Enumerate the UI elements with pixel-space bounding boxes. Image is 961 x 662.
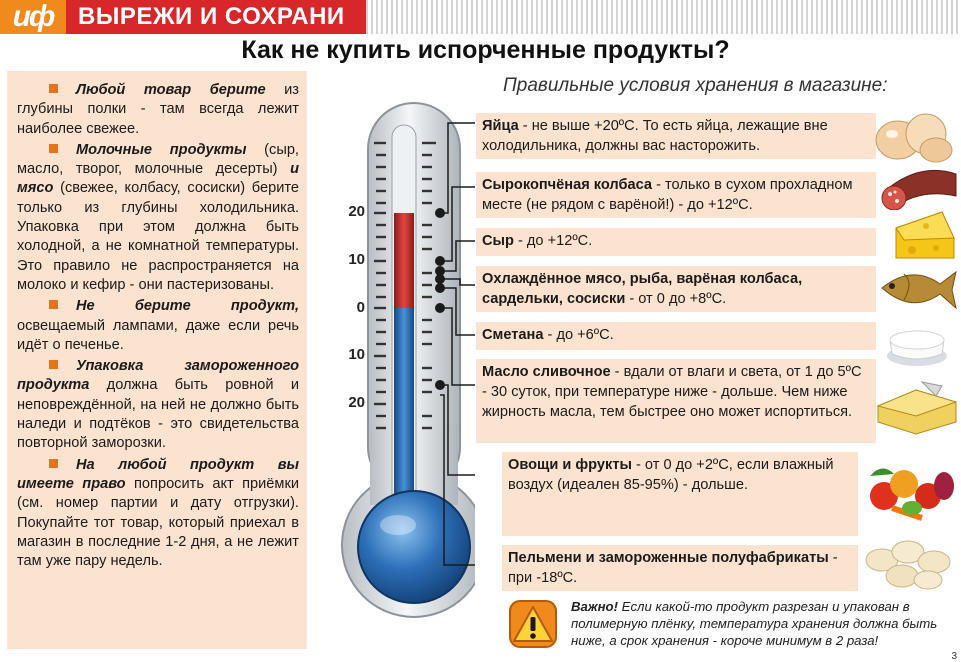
page-number: 3 — [951, 651, 957, 662]
logo — [0, 0, 66, 34]
tip-1-bold: Любой товар берите — [76, 82, 266, 98]
mercury-blue — [394, 308, 414, 518]
meat-title: Охлаждённое мясо, рыба, варёная колбаса, сардельки, сосиски — [482, 271, 803, 307]
header-stripes — [366, 0, 961, 34]
vegetables-title: Овощи и фрукты — [508, 457, 632, 473]
sausage-title: Сырокопчёная колбаса — [482, 177, 653, 193]
subtitle: Правильные условия хранения в магазине: — [503, 75, 888, 96]
page-title: Как не купить испорченные продукты? — [241, 36, 730, 64]
tip-3-bold: Не берите продукт, — [76, 298, 299, 315]
bullet-icon — [49, 144, 58, 153]
scale-label-plus20: 20 — [348, 203, 365, 220]
box-butter — [476, 359, 876, 443]
tip-2 — [17, 141, 299, 295]
cheese-title: Сыр — [482, 233, 514, 249]
box-meat — [476, 266, 876, 312]
scale-label-minus20: 20 — [348, 394, 365, 411]
bullet-icon — [49, 360, 58, 369]
meat-text: - от 0 до +8ºС. — [625, 291, 727, 307]
important-label: Важно! — [571, 599, 618, 614]
important-note — [571, 598, 956, 649]
frozen-title: Пельмени и замороженные полуфабрикаты — [508, 550, 829, 566]
sausage-text: - только в сухом прохладном месте (не рядом с варёной!) - до +12ºС. — [482, 177, 853, 213]
vegetables-image — [862, 456, 958, 522]
banner-title: ВЫРЕЖИ И СОХРАНИ — [78, 3, 345, 30]
box-frozen — [502, 545, 858, 591]
butter-image — [872, 372, 960, 436]
tip-5 — [17, 456, 299, 572]
tip-4 — [17, 357, 299, 453]
tip-3 — [17, 297, 299, 355]
tip-4-text: должна быть ровной и неповреждённой, на ней не должно быть наледи и подтёков - это свидетельства повторной заморозки. — [17, 377, 299, 452]
cream-title: Сметана — [482, 327, 544, 343]
thermometer-bulb — [358, 491, 470, 603]
box-cream — [476, 322, 876, 350]
box-eggs — [476, 113, 876, 159]
scale-label-minus10: 10 — [348, 346, 365, 363]
bullet-icon — [49, 459, 58, 468]
tip-2-text-2: (свежее, колбасу, сосиски) берите только из глубины холодильника. Упаковка при этом должна быть холодной, а не комнатной температуры. Это правило не распространяется на молоко и кефир - они пастеризованы. — [17, 180, 299, 293]
cream-text: - до +6ºС. — [543, 327, 614, 343]
box-cheese — [476, 228, 876, 256]
scale-label-0: 0 — [356, 299, 365, 316]
mercury-red — [394, 213, 414, 308]
header-banner — [0, 0, 366, 34]
tips-panel — [7, 71, 307, 649]
eggs-image — [868, 104, 958, 164]
scale-label-plus10: 10 — [348, 251, 365, 268]
eggs-title: Яйца — [482, 118, 519, 134]
tip-1 — [17, 81, 299, 139]
frozen-text: - при -18ºС. — [508, 550, 838, 586]
cheese-image — [892, 208, 958, 264]
sausage-image — [880, 160, 960, 210]
warning-icon — [508, 599, 558, 649]
bullet-icon — [49, 84, 58, 93]
tip-3-text: освещаемый лампами, даже если речь идёт о печенье. — [17, 317, 299, 353]
bulb-highlight — [380, 515, 416, 535]
butter-text: - вдали от влаги и света, от 1 до 5ºС - 30 суток, при температуре ниже - дольше. Чем ниже жирность масла, тем быстрее оно может испортиться. — [482, 364, 862, 420]
butter-title: Масло сливочное — [482, 364, 611, 380]
cheese-text: - до +12ºС. — [513, 233, 593, 249]
tip-4-bold: Упаковка замороженного продукта — [17, 358, 299, 394]
tip-2-bold: Молочные продукты — [76, 141, 247, 158]
box-vegetables — [502, 452, 858, 536]
eggs-text: - не выше +20ºС. То есть яйца, лежащие вне холодильника, должны вас насторожить. — [482, 118, 828, 154]
thermometer-illustration — [330, 95, 475, 635]
fish-image — [874, 260, 958, 316]
tip-2-text: (сыр, масло, творог, молочные десерты) — [17, 141, 299, 178]
dumplings-image — [862, 530, 958, 592]
important-text: Если какой-то продукт разрезан и упакован в полимерную плёнку, температура хранения должна быть ниже, а срок хранения - короче минимум в 2 раза! — [571, 599, 938, 648]
tip-2-bold-2: и мясо — [17, 161, 299, 197]
box-sausage — [476, 172, 876, 218]
logo-text: иф — [12, 0, 54, 33]
sour-cream-image — [882, 318, 952, 368]
tip-1-text: из глубины полки - там всегда лежит наиболее свежее. — [17, 82, 299, 137]
bullet-icon — [49, 300, 58, 309]
vegetables-text: - от 0 до +2ºС, если влажный воздух (идеален 85-95%) - дольше. — [508, 457, 834, 493]
tip-5-text: попросить акт приёмки (см. номер партии и дату отгрузки). Покупайте тот товар, который приехал в магазин в последние 1-2 дня, а не лежит там уже пару недель. — [17, 475, 299, 570]
tip-5-bold: На любой продукт вы имеете право — [17, 456, 299, 492]
